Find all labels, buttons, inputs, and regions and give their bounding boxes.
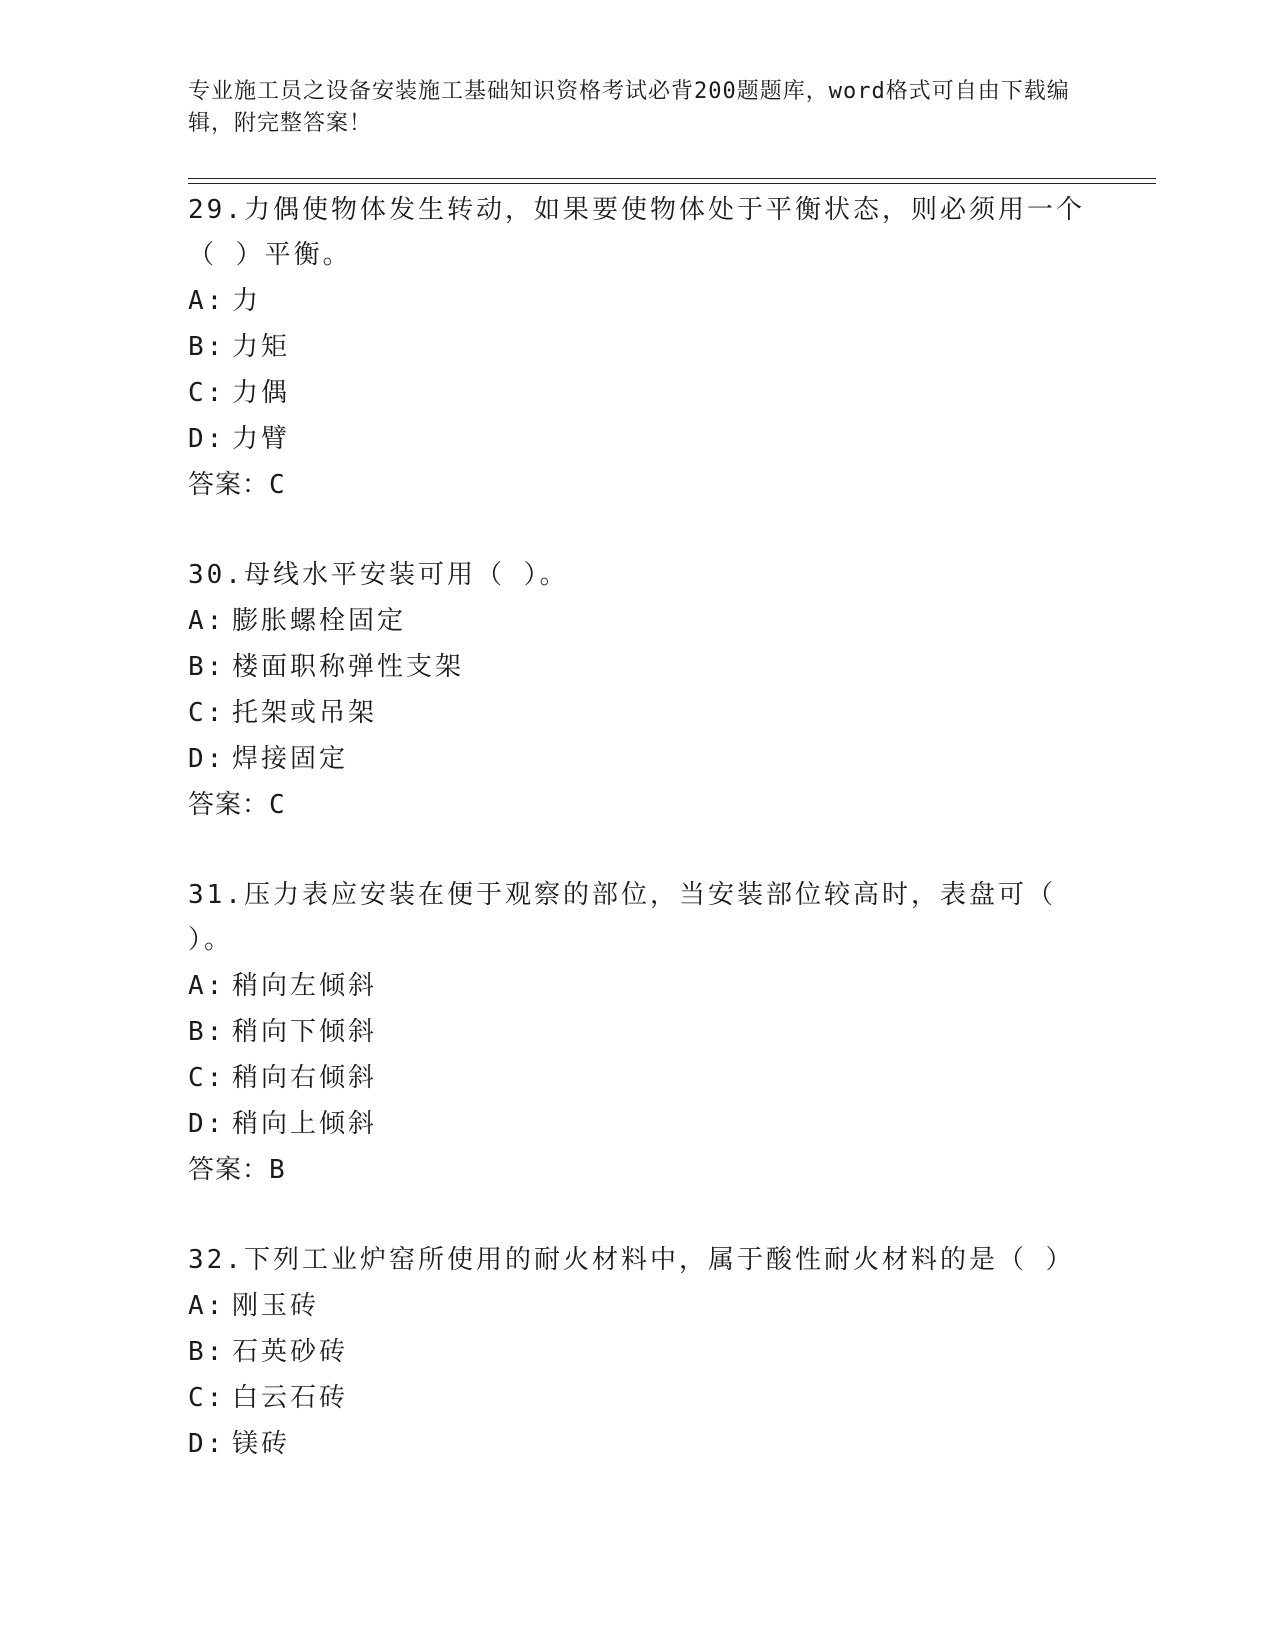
option-a	[188, 278, 1088, 324]
option-a	[188, 963, 1088, 1009]
option-text: 稍向左倾斜	[232, 971, 378, 1001]
option-text: 力	[232, 286, 262, 316]
option-b	[188, 644, 1088, 690]
option-text: 力偶	[232, 378, 291, 408]
option-b	[188, 1329, 1088, 1375]
question-stem: 29.力偶使物体发生转动，如果要使物体处于平衡状态，则必须用一个（ ）平衡。	[188, 195, 1085, 270]
option-text: 力臂	[232, 424, 291, 454]
answer-value: B	[269, 1155, 286, 1185]
option-label: C:	[188, 698, 226, 728]
option-text: 石英砂砖	[232, 1337, 349, 1367]
header-divider-top	[188, 178, 1156, 179]
document-header: 专业施工员之设备安装施工基础知识资格考试必背200题题库，word格式可自由下载编辑，附完整答案！	[188, 79, 1070, 136]
option-label: A:	[188, 971, 226, 1001]
option-b	[188, 324, 1088, 370]
option-d	[188, 1421, 1088, 1467]
option-label: A:	[188, 286, 226, 316]
option-text: 焊接固定	[232, 744, 349, 774]
option-text: 托架或吊架	[232, 698, 378, 728]
answer-value: C	[269, 470, 286, 500]
option-text: 白云石砖	[232, 1383, 349, 1413]
option-label: D:	[188, 424, 226, 454]
option-d	[188, 416, 1088, 462]
question-30	[188, 553, 1088, 828]
option-label: A:	[188, 1291, 226, 1321]
answer-label: 答案：	[188, 790, 270, 820]
option-label: B:	[188, 652, 226, 682]
option-d	[188, 736, 1088, 782]
question-32	[188, 1238, 1088, 1467]
option-label: D:	[188, 1109, 226, 1139]
answer-value: C	[269, 790, 286, 820]
option-text: 膨胀螺栓固定	[232, 606, 407, 636]
option-b	[188, 1009, 1088, 1055]
option-c	[188, 1375, 1088, 1421]
option-text: 稍向右倾斜	[232, 1063, 378, 1093]
question-31	[188, 873, 1088, 1193]
option-label: B:	[188, 1017, 226, 1047]
option-a	[188, 598, 1088, 644]
answer-line	[188, 1147, 1088, 1193]
option-text: 稍向下倾斜	[232, 1017, 378, 1047]
option-c	[188, 690, 1088, 736]
option-label: B:	[188, 1337, 226, 1367]
option-text: 刚玉砖	[232, 1291, 320, 1321]
option-label: C:	[188, 378, 226, 408]
answer-line	[188, 462, 1088, 508]
question-stem: 31.压力表应安装在便于观察的部位，当安装部位较高时，表盘可（ ）。	[188, 880, 1056, 955]
option-label: B:	[188, 332, 226, 362]
option-d	[188, 1101, 1088, 1147]
option-label: D:	[188, 1429, 226, 1459]
question-29	[188, 188, 1088, 508]
option-label: C:	[188, 1383, 226, 1413]
option-c	[188, 370, 1088, 416]
option-text: 力矩	[232, 332, 291, 362]
question-stem: 32.下列工业炉窑所使用的耐火材料中，属于酸性耐火材料的是（ ）	[188, 1245, 1075, 1275]
option-text: 稍向上倾斜	[232, 1109, 378, 1139]
option-label: C:	[188, 1063, 226, 1093]
answer-line	[188, 782, 1088, 828]
option-a	[188, 1283, 1088, 1329]
question-stem: 30.母线水平安装可用（ ）。	[188, 560, 569, 590]
option-text: 楼面职称弹性支架	[232, 652, 465, 682]
option-text: 镁砖	[232, 1429, 291, 1459]
answer-label: 答案：	[188, 1155, 270, 1185]
option-label: D:	[188, 744, 226, 774]
option-label: A:	[188, 606, 226, 636]
option-c	[188, 1055, 1088, 1101]
answer-label: 答案：	[188, 470, 270, 500]
header-divider-bottom	[188, 183, 1156, 184]
